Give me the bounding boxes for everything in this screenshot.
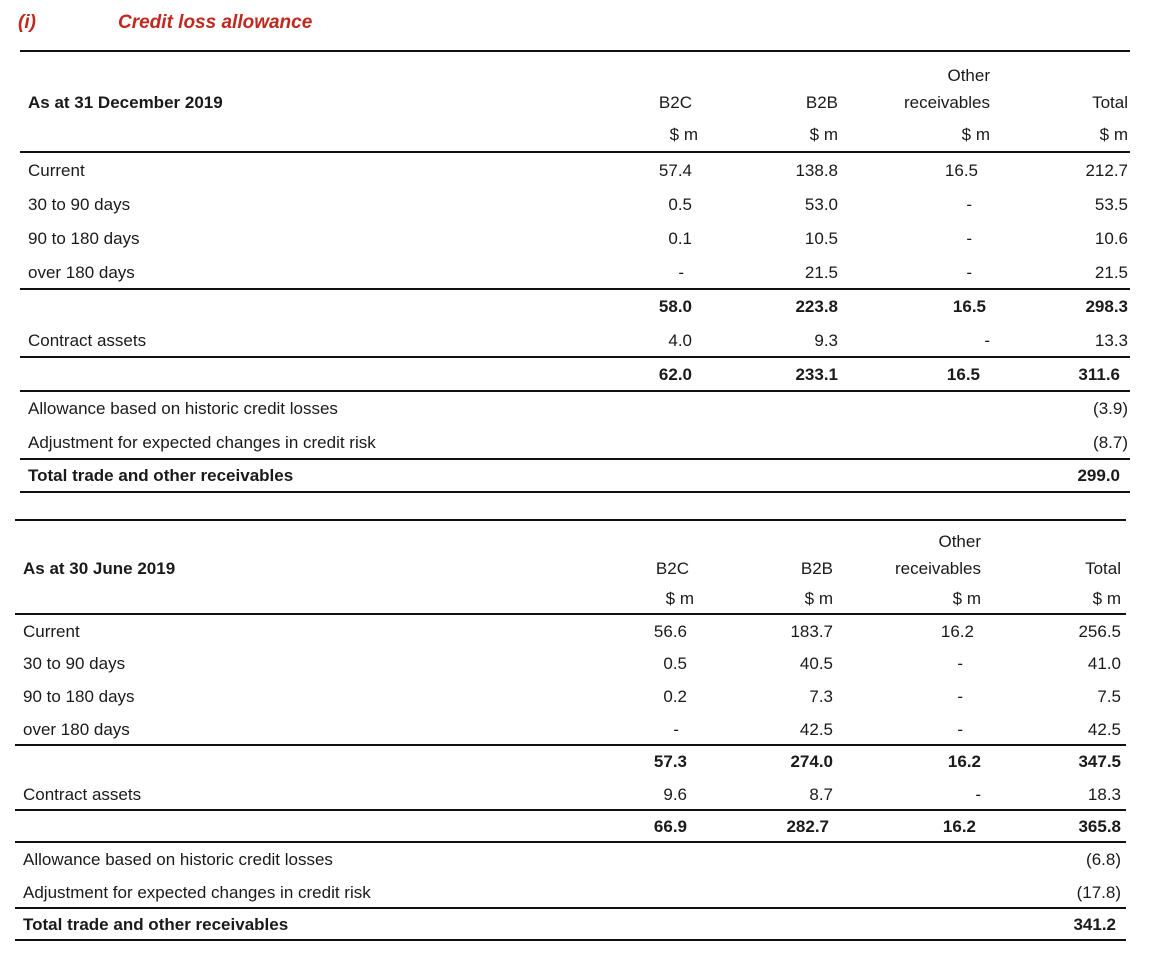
allowance-expected-row: Adjustment for expected changes in credit risk (17.8) xyxy=(23,883,1121,902)
period-label: As at 30 June 2019 xyxy=(23,559,176,578)
table-row: over 180 days - 42.5 - 42.5 xyxy=(23,720,1121,739)
period-label: As at 31 December 2019 xyxy=(28,93,223,112)
table-row: 30 to 90 days 0.5 53.0 - 53.5 xyxy=(28,195,1128,214)
unit-b2c: $ m xyxy=(669,125,698,144)
unit-b2c: $ m xyxy=(665,589,694,608)
subtotal-row: 58.0 223.8 16.5 298.3 xyxy=(658,297,1128,316)
header-b2c: B2C xyxy=(658,93,692,112)
section-heading xyxy=(18,12,618,38)
contract-assets-row: Contract assets 4.0 9.3 - 13.3 xyxy=(28,331,1128,350)
header-other-line1: Other xyxy=(938,532,981,551)
table-row: 90 to 180 days 0.1 10.5 - 10.6 xyxy=(28,229,1128,248)
unit-total: $ m xyxy=(1092,589,1121,608)
header-b2b: B2B xyxy=(805,93,838,112)
allowance-historic-row: Allowance based on historic credit losses (3.9) xyxy=(28,399,1128,418)
table-row: Current 57.4 138.8 16.5 212.7 xyxy=(28,161,1128,180)
table-row: Current 56.6 183.7 16.2 256.5 xyxy=(23,622,1121,641)
unit-other: $ m xyxy=(961,125,990,144)
table-row: 30 to 90 days 0.5 40.5 - 41.0 xyxy=(23,654,1121,673)
table-jun-2019 xyxy=(15,519,1126,944)
grand-total-row: Total trade and other receivables 299.0 xyxy=(28,466,1120,485)
header-b2c: B2C xyxy=(655,559,689,578)
table-row: 90 to 180 days 0.2 7.3 - 7.5 xyxy=(23,687,1121,706)
header-other-line2: receivables xyxy=(895,559,981,578)
unit-b2b: $ m xyxy=(804,589,833,608)
grand-total-row: Total trade and other receivables 341.2 xyxy=(23,915,1116,934)
allowance-historic-row: Allowance based on historic credit losses (6.8) xyxy=(23,850,1121,869)
header-total: Total xyxy=(1092,93,1128,112)
unit-other: $ m xyxy=(952,589,981,608)
header-b2b: B2B xyxy=(800,559,833,578)
header-other-line2: receivables xyxy=(904,93,990,112)
header-total: Total xyxy=(1085,559,1121,578)
table-row: over 180 days - 21.5 - 21.5 xyxy=(28,263,1128,282)
subtotal-row: 57.3 274.0 16.2 347.5 xyxy=(653,752,1121,771)
total-before-allowance-row: 66.9 282.7 16.2 365.8 xyxy=(653,817,1121,836)
header-other-line1: Other xyxy=(947,66,990,85)
section-title: Credit loss allowance xyxy=(118,12,313,33)
unit-total: $ m xyxy=(1099,125,1128,144)
section-number: (i) xyxy=(18,12,36,33)
unit-b2b: $ m xyxy=(809,125,838,144)
contract-assets-row: Contract assets 9.6 8.7 - 18.3 xyxy=(23,785,1121,804)
total-before-allowance-row: 62.0 233.1 16.5 311.6 xyxy=(658,365,1120,384)
allowance-expected-row: Adjustment for expected changes in credit risk (8.7) xyxy=(28,433,1128,452)
table-dec-2019 xyxy=(20,50,1130,495)
